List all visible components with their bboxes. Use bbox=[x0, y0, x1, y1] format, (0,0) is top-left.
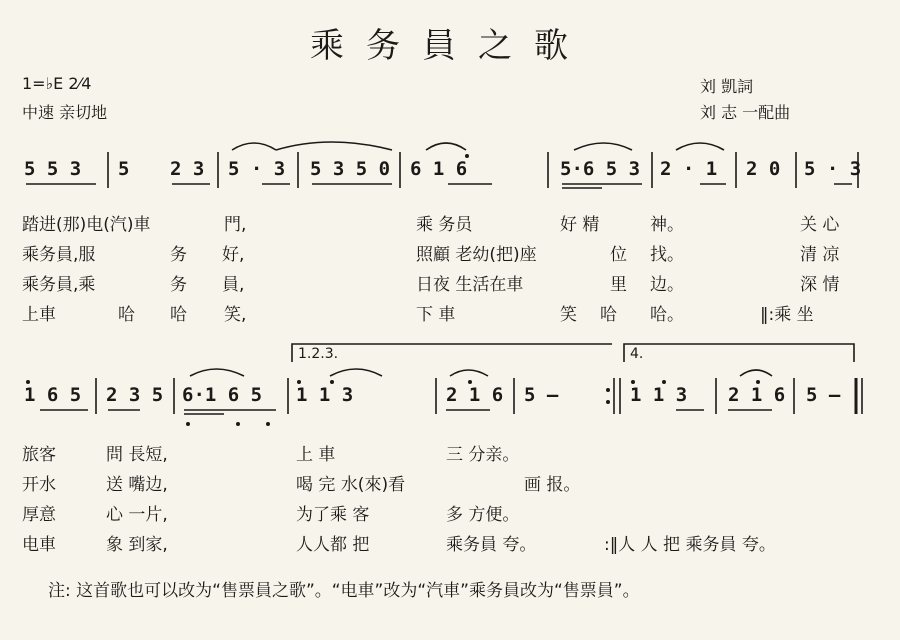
measure-13: 2 1 6 bbox=[446, 384, 504, 406]
lyric2-3-4: 多 方便。 bbox=[446, 505, 520, 525]
lyric-4-4: 笑, bbox=[224, 305, 247, 325]
lyric2-1-2: 問 長短, bbox=[106, 445, 168, 465]
lyric-2-1: 乘务員,服 bbox=[22, 245, 96, 265]
volta-1-label: 1.2.3. bbox=[298, 346, 339, 362]
slur bbox=[676, 143, 724, 150]
lyric-4-8: 哈。 bbox=[650, 305, 684, 325]
song-title: 乘务員之歌 bbox=[310, 26, 590, 66]
measure-10: 2 3 5 bbox=[106, 384, 164, 406]
octave-dot bbox=[297, 380, 301, 384]
lyric-3-5: 里 bbox=[610, 275, 627, 295]
footnote: 注: 这首歌也可以改为“售票員之歌”。“电車”改为“汽車”乘务員改为“售票員”。 bbox=[48, 581, 640, 601]
measure-1: 5 5 3 bbox=[24, 158, 82, 180]
lyric-3-2: 务 bbox=[170, 275, 187, 295]
measure-7a: 2 · 1 bbox=[660, 158, 718, 180]
measure-12: 1 1 3 bbox=[296, 384, 354, 406]
octave-dot bbox=[266, 422, 270, 426]
lyric2-4-2: 象 到家, bbox=[106, 535, 168, 555]
lyric2-2-4: 画 报。 bbox=[524, 475, 581, 495]
lyric-1-2: 門, bbox=[224, 215, 247, 235]
lyric-1-1: 踏进(那)电(汽)車 bbox=[22, 215, 151, 235]
octave-dot bbox=[465, 154, 469, 158]
lyric-2-2: 务 bbox=[170, 245, 187, 265]
measure-6: 5·6 5 3 bbox=[560, 158, 641, 180]
lyric-4-9: ‖:乘 坐 bbox=[760, 305, 814, 325]
measure-11: 6·1 6 5 bbox=[182, 384, 263, 406]
lyric-3-3: 員, bbox=[222, 275, 245, 295]
lyric-3-4: 日夜 生活在車 bbox=[416, 275, 524, 295]
measure-15: 1 1 3 bbox=[630, 384, 688, 406]
lyric-4-1: 上車 bbox=[22, 305, 56, 325]
measure-8: 5 · 3 bbox=[804, 158, 862, 180]
octave-dot bbox=[468, 380, 472, 384]
lyric2-4-4: 乘务員 夸。 bbox=[446, 535, 537, 555]
measure-2a: 5 bbox=[118, 158, 130, 180]
octave-dot bbox=[330, 380, 334, 384]
lyric-4-6: 笑 bbox=[560, 305, 577, 325]
arranger-credit: 刘 志 一配曲 bbox=[700, 103, 791, 122]
volta-2-label: 4. bbox=[630, 346, 644, 362]
slur bbox=[450, 370, 488, 376]
slur bbox=[232, 143, 276, 150]
lyric-4-5: 下 車 bbox=[416, 305, 456, 325]
slur bbox=[190, 369, 244, 376]
octave-dot bbox=[662, 380, 666, 384]
measure-17: 5 — bbox=[806, 384, 841, 406]
lyric-4-3: 哈 bbox=[170, 305, 187, 325]
measure-3: 5 · 3 bbox=[228, 158, 286, 180]
tempo-marking: 中速 亲切地 bbox=[22, 103, 108, 122]
lyric2-1-3: 上 車 bbox=[296, 445, 336, 465]
key-label: 1=♭E bbox=[22, 74, 64, 93]
lyric-1-5: 神。 bbox=[650, 215, 684, 235]
slur bbox=[740, 370, 772, 376]
lyric-1-4: 好 精 bbox=[560, 215, 600, 235]
measure-14: 5 — bbox=[524, 384, 559, 406]
octave-dot bbox=[756, 380, 760, 384]
slur bbox=[426, 143, 466, 150]
measure-9: 1 6 5 bbox=[24, 384, 82, 406]
lyric-4-7: 哈 bbox=[600, 305, 617, 325]
lyric-2-7: 清 凉 bbox=[800, 245, 840, 265]
lyric2-3-3: 为了乘 客 bbox=[296, 505, 370, 525]
measure-7b: 2 0 bbox=[746, 158, 781, 180]
volta-bracket bbox=[624, 344, 854, 362]
lyric-4-2: 哈 bbox=[118, 305, 135, 325]
lyric2-4-1: 电車 bbox=[22, 535, 56, 555]
lyric2-3-2: 心 一片, bbox=[106, 505, 168, 525]
time-signature: 2⁄4 bbox=[68, 74, 92, 93]
volta-bracket bbox=[292, 344, 612, 362]
lyric2-3-1: 厚意 bbox=[22, 505, 56, 525]
lyric2-2-1: 开水 bbox=[22, 475, 56, 495]
measure-4: 5 3 5 0 bbox=[310, 158, 391, 180]
lyric-3-1: 乘务員,乘 bbox=[22, 275, 96, 295]
lyric-3-7: 深 情 bbox=[800, 275, 840, 295]
lyric2-2-3: 喝 完 水(來)看 bbox=[296, 475, 406, 495]
octave-dot bbox=[26, 380, 30, 384]
lyricist-credit: 刘 凱詞 bbox=[700, 77, 754, 96]
slur bbox=[574, 143, 632, 150]
lyric2-1-4: 三 分亲。 bbox=[446, 445, 520, 465]
octave-dot bbox=[631, 380, 635, 384]
lyric2-1-1: 旅客 bbox=[22, 445, 56, 465]
octave-dot bbox=[236, 422, 240, 426]
lyric-2-4: 照顧 老幼(把)座 bbox=[416, 245, 537, 265]
slur bbox=[330, 369, 382, 376]
lyric-1-3: 乘 务员 bbox=[416, 215, 473, 235]
lyric-2-5: 位 bbox=[610, 245, 627, 265]
lyric2-4-3: 人人都 把 bbox=[296, 535, 370, 555]
repeat-dot bbox=[606, 400, 610, 404]
lyric2-4-5: :‖人 人 把 乘务員 夸。 bbox=[604, 535, 776, 555]
octave-dot bbox=[186, 422, 190, 426]
slur bbox=[276, 142, 392, 150]
lyric-1-6: 关 心 bbox=[800, 215, 840, 235]
lyric-2-6: 找。 bbox=[650, 245, 684, 265]
measure-5: 6 1 6 bbox=[410, 158, 468, 180]
repeat-dot bbox=[606, 388, 610, 392]
lyric-3-6: 边。 bbox=[650, 275, 684, 295]
lyric-2-3: 好, bbox=[222, 245, 245, 265]
measure-2b: 2 3 bbox=[170, 158, 205, 180]
measure-16: 2 1 6 bbox=[728, 384, 786, 406]
lyric2-2-2: 送 嘴边, bbox=[106, 475, 168, 495]
